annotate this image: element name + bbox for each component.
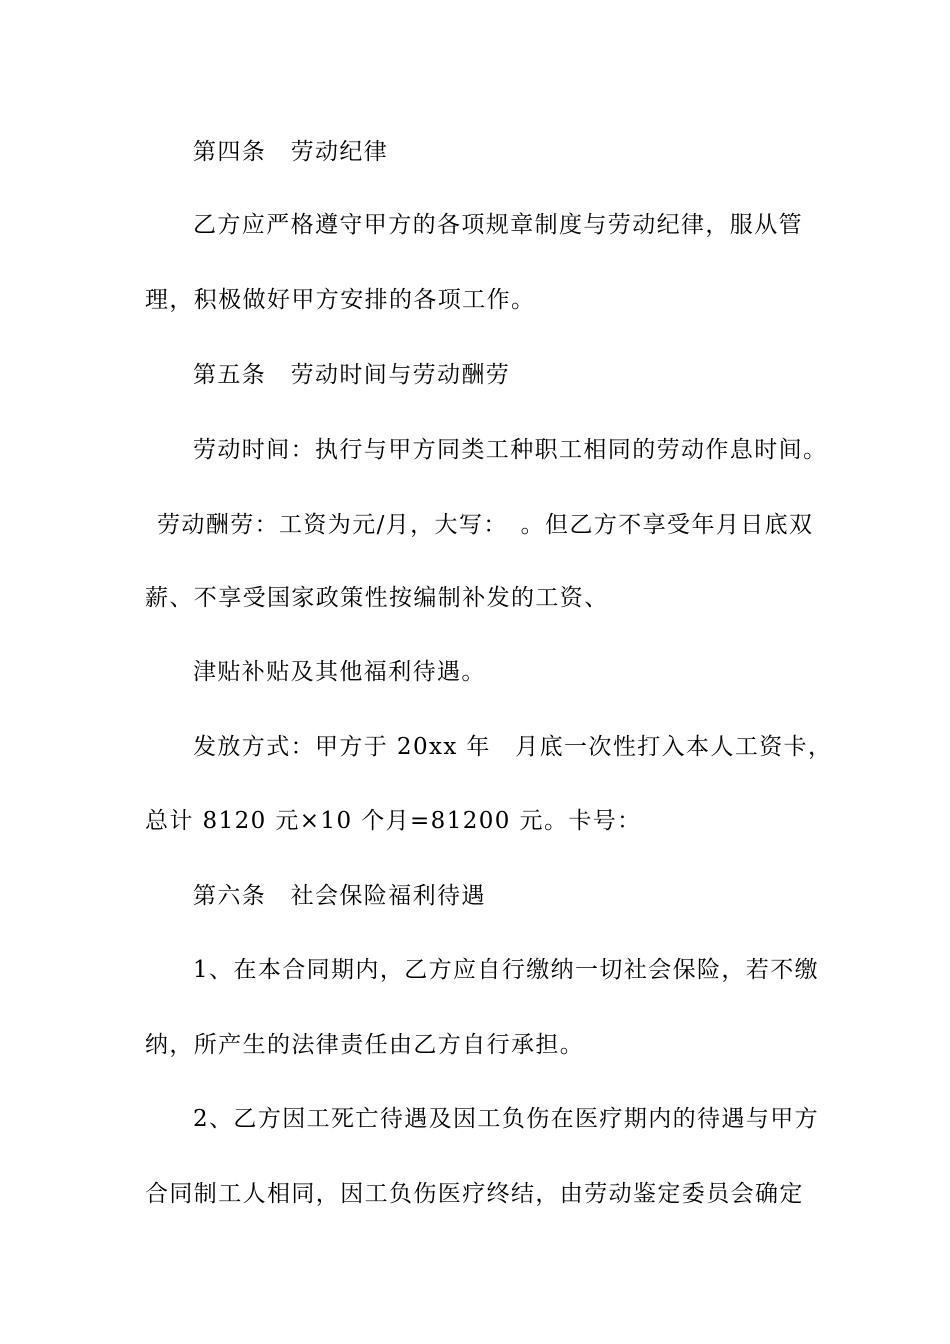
paragraph-line: 2、乙方因工死亡待遇及因工负伤在医疗期内的待遇与甲方	[193, 1106, 820, 1132]
article-4-heading: 第四条 劳动纪律	[193, 139, 389, 165]
paragraph-line: 总计 8120 元×10 个月=81200 元。卡号：	[145, 808, 642, 834]
paragraph-line: 合同制工人相同，因工负伤医疗终结，由劳动鉴定委员会确定	[145, 1181, 804, 1207]
paragraph-line: 劳动酬劳：工资为元/月，大写： 。但乙方不享受年月日底双	[157, 512, 814, 538]
article-5-heading: 第五条 劳动时间与劳动酬劳	[193, 362, 511, 388]
article-6-heading: 第六条 社会保险福利待遇	[193, 883, 486, 909]
paragraph-line: 乙方应严格遵守甲方的各项规章制度与劳动纪律，服从管	[193, 212, 803, 238]
paragraph-line: 理，积极做好甲方安排的各项工作。	[145, 287, 536, 313]
paragraph-line: 纳，所产生的法律责任由乙方自行承担。	[145, 1032, 585, 1058]
paragraph-line: 劳动时间：执行与甲方同类工种职工相同的劳动作息时间。	[193, 437, 828, 463]
paragraph-line: 薪、不享受国家政策性按编制补发的工资、	[145, 585, 609, 611]
paragraph-line: 津贴补贴及其他福利待遇。	[193, 659, 486, 685]
paragraph-line: 发放方式：甲方于 20xx 年 月底一次性打入本人工资卡，	[193, 734, 833, 760]
paragraph-line: 1、在本合同期内，乙方应自行缴纳一切社会保险，若不缴	[193, 957, 820, 983]
